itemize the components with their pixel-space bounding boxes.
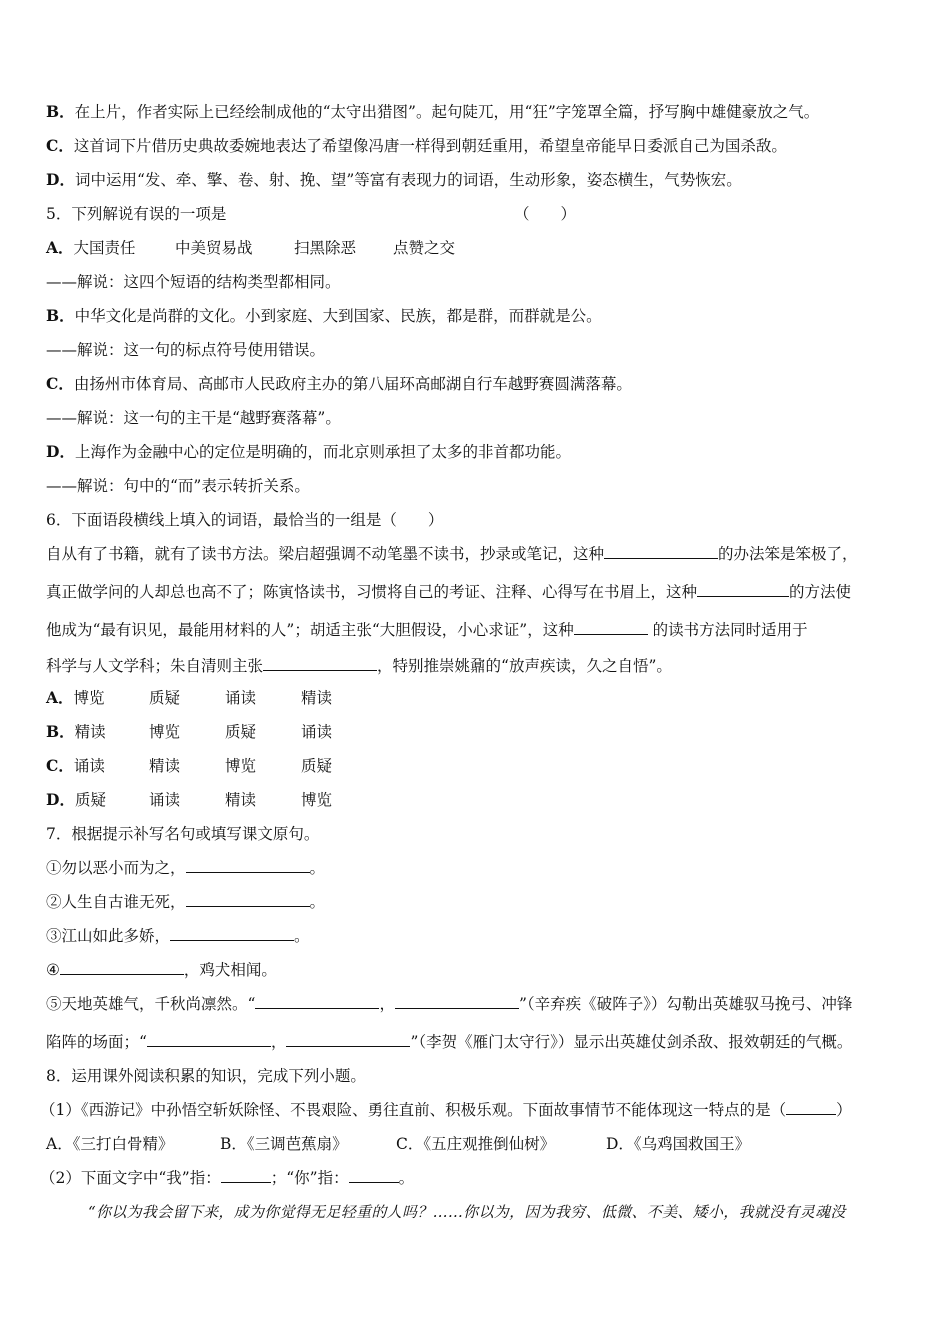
q6-passage-line-4: 科学与人文学科；朱自清则主张 ，特别推崇姚鼐的“放声疾读，久之自悟”。 <box>46 657 672 675</box>
q7-item-5: ⑤天地英雄气，千秋尚凛然。“ ， ”（辛弃疾《破阵子》）勾勒出英雄驭马挽弓、冲锋 <box>46 995 853 1013</box>
q8-sub2-blank-2[interactable] <box>349 1168 399 1183</box>
q6-blank-4[interactable] <box>263 656 377 671</box>
q7-item-5-cont: 陷阵的场面；“ ， ”（李贺《雁门太守行》）显示出英雄仗剑杀敌、报效朝廷的气概。 <box>46 1033 853 1051</box>
q8-sub2-blank-1[interactable] <box>221 1168 271 1183</box>
q6-option-a: A．博览 质疑 诵读 精读 <box>46 688 333 707</box>
q7-blank-3[interactable] <box>170 926 294 941</box>
q7-blank-5a[interactable] <box>255 994 379 1009</box>
q5-note-c: ——解说：这一句的主干是“越野赛落幕”。 <box>46 409 341 427</box>
q8-quote: “你以为我会留下来，成为你觉得无足轻重的人吗？……你以为，因为我穷、低微、不美、矮小，我就没有灵魂没 <box>88 1203 846 1221</box>
q7-item-2: ②人生自古谁无死， 。 <box>46 893 326 911</box>
q5-option-b: B．中华文化是尚群的文化。小到家庭、大到国家、民族，都是群，而群就是公。 <box>46 306 602 325</box>
q5-option-a: A．大国责任 中美贸易战 扫黑除恶 点赞之交 <box>46 238 456 257</box>
q6-blank-3[interactable] <box>574 620 648 635</box>
q7-item-4: ④ ，鸡犬相闻。 <box>46 961 277 979</box>
q7-blank-6b[interactable] <box>286 1032 410 1047</box>
q8-option-c: C．《五庄观推倒仙树》 <box>396 1135 556 1153</box>
q5-note-a: ——解说：这四个短语的结构类型都相同。 <box>46 273 341 291</box>
q6-option-c: C．诵读 精读 博览 质疑 <box>46 756 333 775</box>
q5-note-d: ——解说：句中的“而”表示转折关系。 <box>46 477 310 495</box>
q8-sub1-options <box>46 1133 751 1155</box>
q8-sub1-blank[interactable] <box>786 1100 836 1115</box>
q7-stem: 7．根据提示补写名句或填写课文原句。 <box>46 825 320 843</box>
q6-stem: 6．下面语段横线上填入的词语，最恰当的一组是（ ） <box>46 511 444 529</box>
q6-blank-2[interactable] <box>697 582 789 597</box>
q6-passage-line-3: 他成为“最有识见，最能用材料的人”；胡适主张“大胆假设，小心求证”，这种 的读书方法同时适用于 <box>46 621 808 639</box>
q5-option-c: C．由扬州市体育局、高邮市人民政府主办的第八届环高邮湖自行车越野赛圆满落幕。 <box>46 374 632 393</box>
q7-item-3: ③江山如此多娇， 。 <box>46 927 310 945</box>
q7-blank-1[interactable] <box>186 858 310 873</box>
q8-option-d: D．《乌鸡国救国王》 <box>606 1135 751 1153</box>
q8-sub1: （1）《西游记》中孙悟空斩妖除怪、不畏艰险、勇往直前、积极乐观。下面故事情节不能体现这一特点的是（ ） <box>40 1101 852 1119</box>
q6-option-b: B．精读 博览 质疑 诵读 <box>46 722 333 741</box>
q6-option-d: D．质疑 诵读 精读 博览 <box>46 790 333 809</box>
q8-option-a: A．《三打白骨精》 <box>46 1135 174 1153</box>
q7-item-1: ①勿以恶小而为之， 。 <box>46 859 326 877</box>
q5-stem: 5．下列解说有误的一项是 （ ） <box>46 205 577 223</box>
q5-option-d: D．上海作为金融中心的定位是明确的，而北京则承担了太多的非首都功能。 <box>46 442 571 461</box>
q6-passage-line-2: 真正做学问的人却总也高不了；陈寅恪读书，习惯将自己的考证、注释、心得写在书眉上，这种 的方法使 <box>46 583 852 601</box>
q4-option-c: C．这首词下片借历史典故委婉地表达了希望像冯唐一样得到朝廷重用，希望皇帝能早日委派自己为国杀敌。 <box>46 136 787 155</box>
q6-blank-1[interactable] <box>604 544 718 559</box>
q7-blank-2[interactable] <box>186 892 310 907</box>
q8-option-b: B．《三调芭蕉扇》 <box>220 1135 348 1153</box>
q8-stem: 8．运用课外阅读积累的知识，完成下列小题。 <box>46 1067 366 1085</box>
q7-blank-6a[interactable] <box>147 1032 271 1047</box>
q5-note-b: ——解说：这一句的标点符号使用错误。 <box>46 341 326 359</box>
q7-blank-5b[interactable] <box>395 994 519 1009</box>
q8-sub2: （2）下面文字中“我”指： ；“你”指： 。 <box>40 1169 415 1187</box>
q6-passage-line-1: 自从有了书籍，就有了读书方法。梁启超强调不动笔墨不读书，抄录或笔记，这种 的办法笨是笨极了， <box>46 545 858 563</box>
q7-blank-4[interactable] <box>60 960 184 975</box>
q4-option-b: B．在上片，作者实际上已经绘制成他的“太守出猎图”。起句陡兀，用“狂”字笼罩全篇，抒写胸中雄健豪放之气。 <box>46 102 820 121</box>
q4-option-d: D．词中运用“发、牵、擎、卷、射、挽、望”等富有表现力的词语，生动形象，姿态横生，气势恢宏。 <box>46 170 742 189</box>
